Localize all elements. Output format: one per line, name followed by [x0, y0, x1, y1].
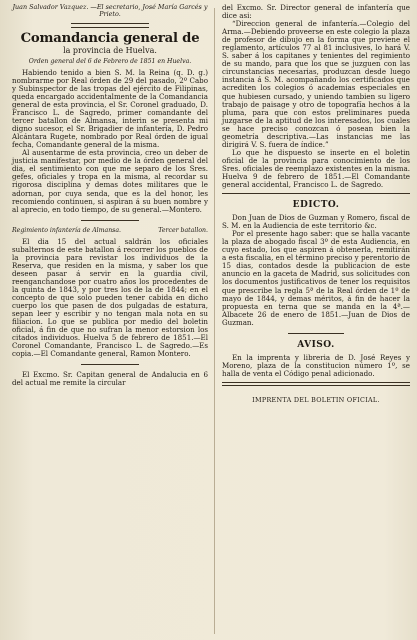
section-heading-right: Tercer batallon. — [158, 226, 208, 234]
section-rule — [71, 23, 149, 28]
aviso-heading: AVISO. — [297, 339, 335, 350]
top-signature: Juan Salvador Vazquez. —El secretario, José María Garcés y Prieto. — [12, 3, 208, 19]
right-column — [222, 4, 410, 404]
divider — [81, 220, 140, 221]
divider — [222, 382, 410, 383]
left-column — [12, 4, 208, 387]
aviso-body: En la imprenta y libreria de D. José Reyes y Moreno, plaza de la constitucion número 1º, se halla de venta el Código penal adicionado. — [222, 352, 410, 378]
section-heading — [12, 227, 208, 234]
paragraph-after-quote: Lo que he dispuesto se inserte en el boletin oficial de la provincia para conocimiento de los Sres. oficiales de reemplazo existentes en la misma. Huelva 9 de febrero de 1851.—El Comandante general accidental, Francisco L. de Sagredo. — [222, 147, 410, 190]
divider — [288, 333, 344, 334]
section-subtitle: la provincia de Huelva. — [63, 45, 157, 55]
edicto-intro: Don Juan de Dios de Guzman y Romero, fiscal de S. M. en la Audiencia de este territorio &c. — [222, 213, 410, 231]
section-title: Comandancia general de — [20, 30, 200, 46]
divider — [222, 193, 410, 194]
paragraph-2: Al ausentarme de esta provincia, creo un deber de justicia manifestar, por medio de la órden general del dia, el sentimiento con que me separo de los Sres. gefes, oficiales y tropa en la misma, al recordar su rigorosa disciplina y demas dotes militares que le adornan, por cuya senda, que es la del honor, les recomiendo continuen, si aspiran á su buen nombre y al aprecio, en todo tiempo, de su general.—Montero. — [12, 148, 208, 214]
divider — [81, 364, 140, 365]
divider — [222, 385, 410, 386]
paragraph-4: El Excmo. Sr. Capitan general de Andalucia en 6 del actual me remite la circular — [12, 370, 208, 388]
printer-imprint: IMPRENTA DEL BOLETIN OFICIAL. — [252, 395, 380, 404]
column-divider — [214, 8, 215, 634]
paragraph-1: Habiendo tenido a bien S. M. la Reina (q. D. g.) nombrarme por Real órden de 29 del pasado, 2º Cabo y Subinspector de las tropas del ejército de Filipinas, queda encargado accidentalmente de la Comandancia general de esta provincia, el Sr. Coronel graduado, D. Francisco L. de Sagredo, primer comandante del tercer batallon de Almansa, interin se presenta mi digno sucesor, el Sr. Brigadier de infantería, D. Pedro Alcántara Rugete, nombrado por Real órden de igual fecha, Comandante general de la misma. — [12, 67, 208, 150]
edicto-heading: EDICTO. — [292, 200, 340, 211]
section-heading-left: Regimiento infantería de Almansa. — [12, 226, 122, 234]
order-line: Orden general del 6 de Febrero de 1851 en Huelva. — [28, 57, 192, 65]
quoted-circular: “Direccion general de infantería.—Colegio del Arma.—Debiendo proveerse en este colegio la plaza de profesor de dibujo en la forma que previene el reglamento, artículos 77 al 81 inclusives, lo hará V. S. saber á los capitanes y tenientes del regimiento de su mando, para que los que se juzguen con las circunstancias necesarias, produzcan desde luego instancia á S. M. acompañando los certificados que acrediten los colegios ó academias especiales en que hubiesen cursado, y uniendo tambien su ligero trabajo de paisage y otro de topografía hechos á la pluma, para que con estos preliminares pueda juzgarse de la aptitud de los interesados, los cuales se hace preciso conozcan ó posean bien la geometría descriptiva.—Las instancias me las dirigirá V. S. fuera de índice.” — [222, 19, 410, 149]
edicto-body: Por el presente hago saber: que se halla vacante la plaza de abogado fiscal 3º de esta Audiencia, en cuyo estado, los que aspiren á obtenerla, remitirán a esta fiscalia, en el término preciso y perentorio de 15 dias, contados desde la publicacion de este anuncio en la gaceta de Madrid, sus solicitudes con los documentos justificativos de tener los requisitos que prescribe la regla 5ª de la Real órden de 1º de mayo de 1844, y demas méritos, á fin de hacer la propuesta en terna que se manda en la 4ª.—Albacete 26 de enero de 1851.—Juan de Dios de Guzman. — [222, 229, 410, 327]
continuation-text: del Excmo. Sr. Director general de infantería que dice asi: — [222, 3, 410, 21]
paragraph-3: El dia 15 del actual saldrán los oficiales subalternos de este batallon á recorrer los pueblos de la provincia para revistar los individuos de la Reserva, que residen en la misma, y saber los que deseen pasar á servir en la guardia civil, reenganchandose por cuatro años los procedentes de la quinta de 1843, y por tres los de la de 1844; en el concepto de que solo pueden tener cabida en dicho cuerpo los que pasen de dos pulgadas de estatura, sepan leer y escribir y no tengan mala nota en su filiacion. Lo que se publica por medio del boletin oficial, á fin de que no sufran la menor estorsion los citados individuos. Huelva 5 de febrero de 1851.—El Coronel Comandante, Francisco L. de Sagredo.—Es copia.—El Comandante general, Ramon Montero. — [12, 236, 208, 359]
